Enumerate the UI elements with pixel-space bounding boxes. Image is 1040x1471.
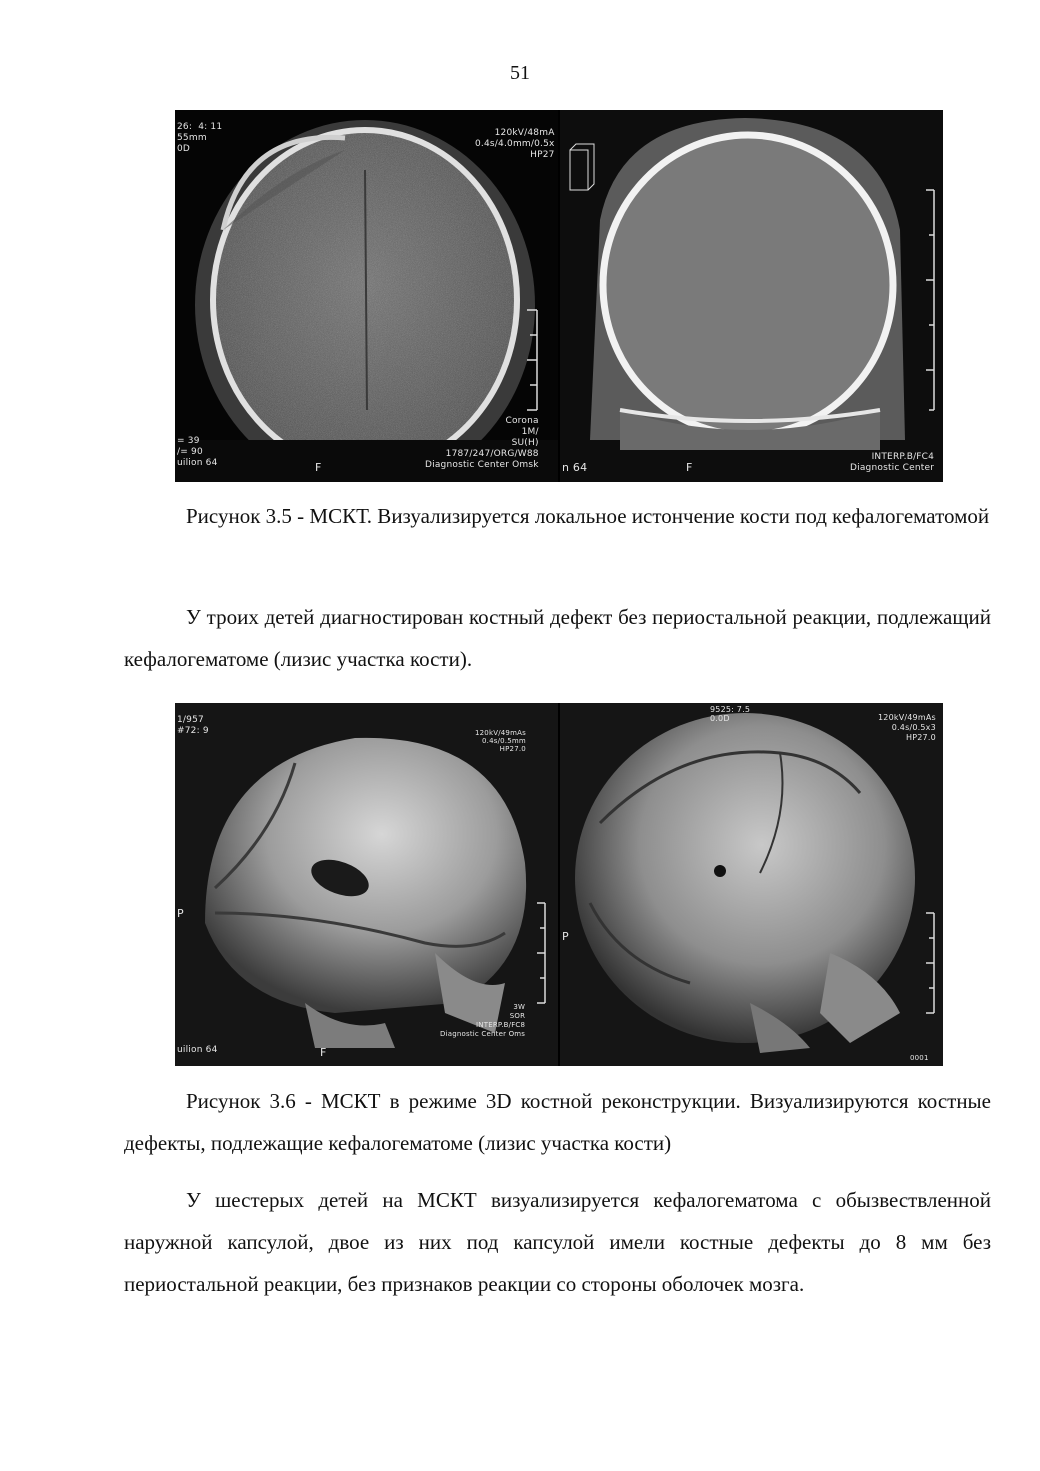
- scan-info-bottom-right: Corona 1M/ SU(H) 1787/247/ORG/W88 Diagnostic Center Omsk: [425, 416, 539, 470]
- figure-3-5-caption: Рисунок 3.5 - МСКТ. Визуализируется локальное истончение кости под кефалогематомой: [186, 504, 990, 528]
- body-paragraph: У шестерых детей на МСКТ визуализируется кефалогематома с обызвествленной наружной капсулой, двое из них под капсулой имели костные дефекты до 8 мм без периостальной реакции, без признаков реакции со стороны оболочек мозга.: [124, 1188, 991, 1296]
- scan-info-bottom-right: INTERP.B/FC4 Diagnostic Center: [850, 452, 935, 473]
- orientation-label: F: [686, 461, 693, 474]
- ct-brain-window-image: [175, 110, 558, 482]
- skull-3d-reconstruction-left: [175, 703, 558, 1066]
- orientation-label: F: [315, 461, 322, 474]
- scan-info-bottom-right: 0001: [910, 1054, 929, 1062]
- scan-info-bottom-right: 3W SOR INTERP.B/FC8 Diagnostic Center Oms: [440, 1003, 526, 1038]
- scanner-model-label: n 64: [562, 461, 588, 474]
- side-label: P: [562, 930, 569, 943]
- orientation-label: F: [320, 1046, 327, 1059]
- figure-3-6: [175, 703, 943, 1066]
- scan-info-top-right: 120kV/49mAs 0.4s/0.5mm HP27.0: [475, 729, 526, 753]
- side-label: P: [177, 907, 184, 920]
- figure-3-5: [175, 110, 943, 482]
- page-number: 51: [510, 62, 530, 84]
- skull-3d-reconstruction-right: [560, 703, 943, 1066]
- ct-bone-scan: [560, 110, 943, 482]
- figure-3-6-caption: Рисунок 3.6 - МСКТ в режиме 3D костной реконструкции. Визуализируются костные дефекты, подлежащие кефалогематоме (лизис участка кости): [124, 1089, 991, 1155]
- scanner-model-label: uilion 64: [177, 1045, 218, 1055]
- scan-info-top-left: 9525: 7.5 0.0D: [710, 705, 751, 723]
- ct-bone-window-image: [560, 110, 943, 482]
- scan-info-top-right: 120kV/49mAs 0.4s/0.5x3 HP27.0: [878, 713, 936, 742]
- body-paragraph: У троих детей диагностирован костный дефект без периостальной реакции, подлежащий кефалогематоме (лизис участка кости).: [124, 605, 991, 671]
- scan-info-top-right: 120kV/48mA 0.4s/4.0mm/0.5x HP27: [475, 128, 555, 160]
- scan-info-top-left: 1/957 #72: 9: [177, 715, 209, 736]
- scan-info-top-left: 26: 4: 11 55mm 0D: [177, 122, 223, 154]
- scan-info-bottom-left: = 39 /= 90 uilion 64: [177, 436, 218, 468]
- scale-ruler: [175, 703, 558, 1066]
- scale-ruler: [560, 703, 943, 1066]
